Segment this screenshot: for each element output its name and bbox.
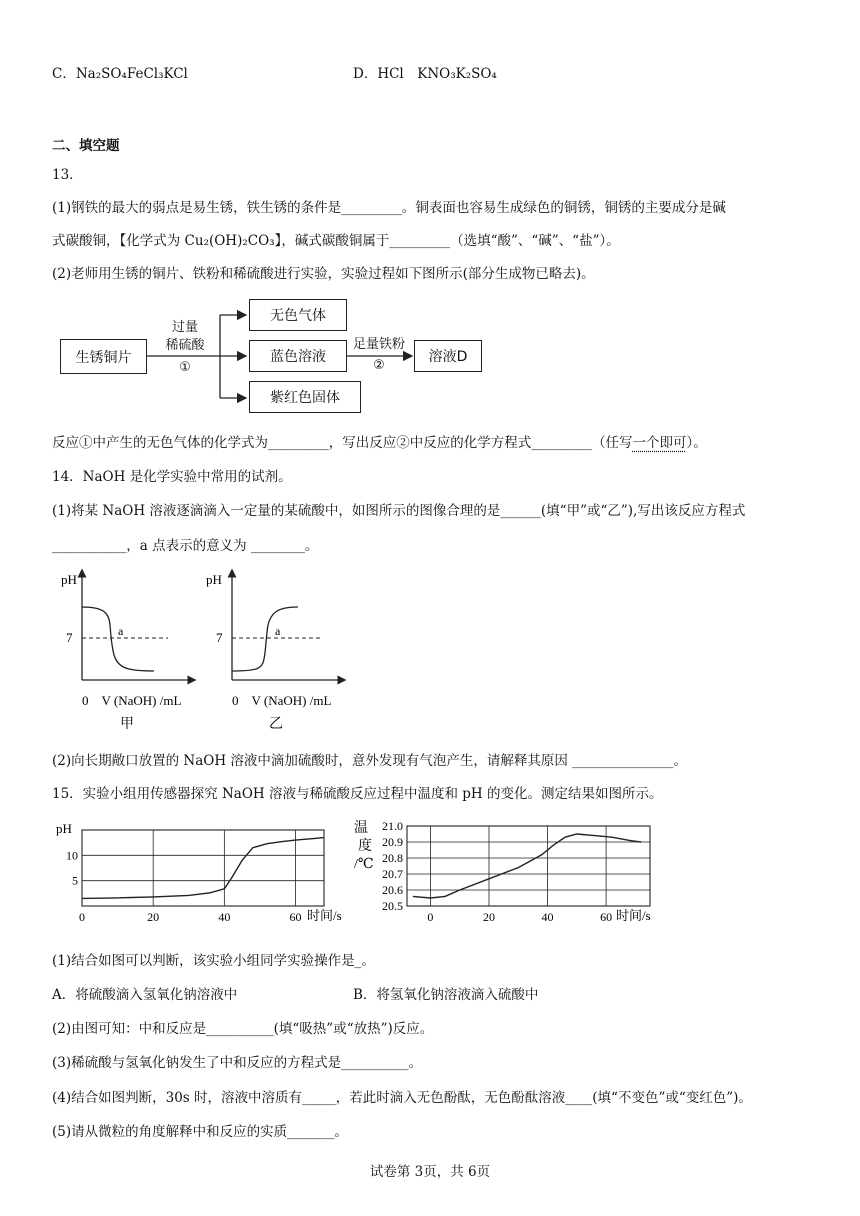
arrow1-label-acid: 稀硫酸 — [165, 338, 205, 353]
yi-ylabel: pH — [206, 572, 222, 587]
q14-part2: (2)向长期敞口放置的 NaOH 溶液中滴加硫酸时，意外发现有气泡产生，请解释其原因 _______________。 — [52, 753, 687, 769]
q13-part3-a: 反应①中产生的无色气体的化学式为_________，写出反应②中反应的化学方程式_________（任写 — [52, 435, 633, 451]
yi-seven: 7 — [216, 630, 223, 645]
arrow2-label-num: ② — [373, 358, 385, 373]
q13-part3 — [52, 431, 707, 451]
temp-y-tick-label: 20.6 — [382, 883, 403, 897]
q13-part3-emphasis: 一个即可 — [632, 435, 687, 451]
flow-box-colorless-gas: 无色气体 — [249, 299, 347, 331]
q13-part2: (2)老师用生锈的铜片、铁粉和稀硫酸进行实验，实验过程如下图所示(部分生成物已略去)。 — [52, 266, 595, 282]
page-footer: 试卷第 3页，共 6页 — [369, 1164, 491, 1180]
ph-chart-xlabel: 时间/s — [307, 908, 342, 923]
temperature-time-chart — [350, 814, 665, 930]
arrow2-label-iron: 足量铁粉 — [352, 337, 405, 352]
graph-jia — [61, 572, 192, 732]
ph-y-tick-label: 5 — [72, 873, 78, 888]
q15-part2: (2)由图可知：中和反应是__________(填“吸热”或“放热”)反应。 — [52, 1021, 434, 1037]
yi-xlabel: 0 V (NaOH) /mL — [232, 693, 332, 708]
temp-y-tick-label: 21.0 — [382, 819, 403, 833]
flow-box-blue-solution: 蓝色溶液 — [249, 340, 347, 372]
q13-number: 13． — [52, 167, 83, 183]
jia-point-a: a — [118, 624, 124, 638]
section-title: 二、填空题 — [52, 138, 120, 154]
jia-curve — [82, 607, 154, 671]
graph-yi — [206, 572, 342, 732]
temp-x-tick-label: 40 — [541, 910, 554, 924]
temp-y-tick-label: 20.5 — [382, 899, 403, 913]
temp-x-tick-label: 0 — [427, 910, 434, 924]
ph-x-tick-label: 40 — [218, 910, 231, 924]
temp-y-tick-label: 20.8 — [382, 851, 403, 865]
ph-data-line — [82, 838, 324, 899]
ph-y-tick-label: 10 — [66, 848, 78, 863]
flow-box-solution-d: 溶液D — [414, 340, 482, 372]
q15-part5: (5)请从微粒的角度解释中和反应的实质_______。 — [52, 1124, 348, 1140]
temp-y-tick-label: 20.7 — [382, 867, 403, 881]
ph-graphs — [52, 565, 362, 740]
q14-head: 14．NaOH 是化学实验中常用的试剂。 — [52, 469, 292, 485]
temp-x-tick-label: 60 — [600, 910, 613, 924]
temp-ylabel-unit: /℃ — [354, 857, 374, 872]
ph-x-tick-label: 0 — [79, 910, 85, 924]
temp-chart-xlabel: 时间/s — [616, 908, 651, 923]
q15-part4: (4)结合如图判断，30s 时，溶液中溶质有_____，若此时滴入无色酚酞，无色酚酞溶液____(填“不变色”或“变红色”)。 — [52, 1090, 752, 1106]
ph-time-chart — [50, 818, 350, 930]
jia-xlabel: 0 V (NaOH) /mL — [82, 693, 182, 708]
yi-caption: 乙 — [269, 717, 283, 732]
q15-part3: (3)稀硫酸与氢氧化钠发生了中和反应的方程式是__________。 — [52, 1055, 423, 1071]
temp-ylabel-char1: 温 — [354, 821, 368, 836]
yi-point-a: a — [275, 624, 281, 638]
option-c: C．Na₂SO₄FeCl₃KCl — [52, 66, 188, 82]
flow-box-purple-solid: 紫红色固体 — [249, 381, 361, 413]
ph-x-tick-label: 20 — [147, 910, 160, 924]
jia-caption: 甲 — [120, 717, 134, 732]
flow-box-rusty-copper: 生锈铜片 — [60, 339, 147, 374]
q15-option-b: B．将氢氧化钠溶液滴入硫酸中 — [353, 987, 539, 1003]
q13-part1-line1: (1)钢铁的最大的弱点是易生锈，铁生锈的条件是_________。铜表面也容易生成绿色的铜锈，铜锈的主要成分是碱 — [52, 200, 726, 216]
q15-part1: (1)结合如图可以判断，该实验小组同学实验操作是_。 — [52, 953, 375, 969]
q15-option-a: A．将硫酸滴入氢氧化钠溶液中 — [52, 987, 238, 1003]
q14-part1-line1: (1)将某 NaOH 溶液逐滴滴入一定量的某硫酸中，如图所示的图像合理的是______(填“甲”或“乙”),写出该反应方程式 — [52, 503, 746, 519]
jia-seven: 7 — [66, 630, 73, 645]
temp-data-line — [413, 834, 641, 898]
yi-curve — [232, 607, 298, 671]
temp-ylabel-char2: 度 — [358, 839, 372, 854]
temp-x-tick-label: 20 — [482, 910, 495, 924]
temp-y-tick-label: 20.9 — [382, 835, 403, 849]
arrow1-label-num: ① — [179, 360, 191, 375]
q13-part1-line2: 式碳酸铜，【化学式为 Cu₂(OH)₂CO₃】，碱式碳酸铜属于_________（选填“酸”、“碱”、“盐”）。 — [52, 233, 620, 249]
ph-x-tick-label: 60 — [289, 910, 302, 924]
q15-head: 15．实验小组用传感器探究 NaOH 溶液与稀硫酸反应过程中温度和 pH 的变化。测定结果如图所示。 — [52, 786, 663, 802]
q13-part3-c: ）。 — [686, 435, 707, 451]
option-d: D．HCl KNO₃K₂SO₄ — [353, 66, 497, 82]
ph-chart-ylabel: pH — [56, 821, 72, 836]
jia-ylabel: pH — [61, 572, 77, 587]
arrow1-label-excess: 过量 — [171, 320, 198, 335]
q14-part1-line2: ___________，a 点表示的意义为 ________。 — [52, 538, 319, 554]
